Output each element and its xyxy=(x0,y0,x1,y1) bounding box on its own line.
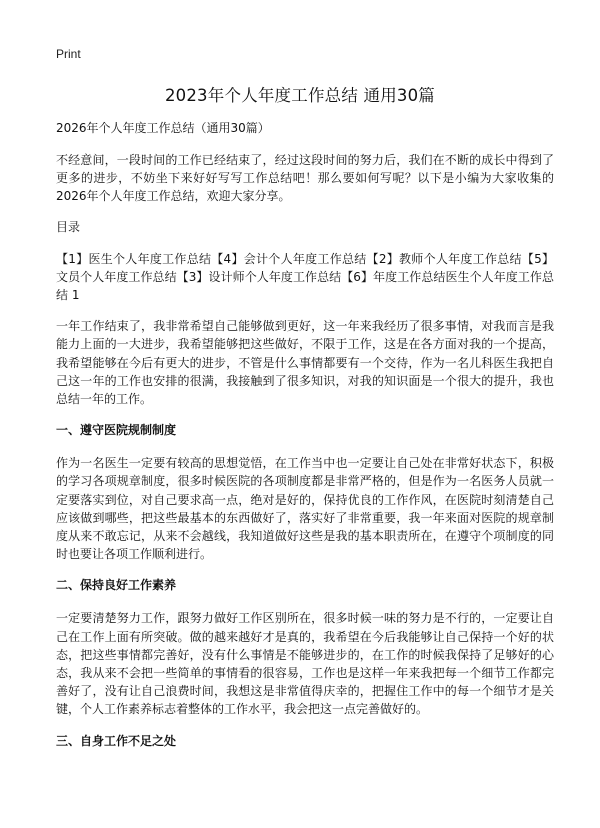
body-paragraph-3: 一定要清楚努力工作，跟努力做好工作区别所在，很多时候一味的努力是不行的，一定要让自己在工作上面有所突破。做的越来越好才是真的，我希望在今后我能够让自己保持一个好的状态，把这些事情都完善好，没有什么事情是不能够进步的，在工作的时候我保持了足够好的心态，我从来不会把一些简单的事情看的很容易，工作也是这样一年来我把每一个细节工作都完善好了，没有让自己浪费时间，我想这是非常值得庆幸的，把握住工作中的每一个细节才是关键，个人工作素养标志着整体的工作水平，我会把这一点完善做好的。 xyxy=(56,611,554,717)
toc-label: 目录 xyxy=(56,219,81,234)
print-label: Print xyxy=(56,47,81,61)
body-paragraph-1: 一年工作结束了，我非常希望自己能够做到更好，这一年来我经历了很多事情，对我而言是我能力上面的一大进步，我希望能够把这些做好，不限于工作，这是在各方面对我的一个提高，我希望能够在今后有更大的进步，不管是什么事情都要有一个交待，作为一名儿科医生我把自己这一年的工作也安排的很满，我接触到了很多知识，对我的知识面是一个很大的提升，我也总结一年的工作。 xyxy=(56,319,554,407)
intro-paragraph: 不经意间，一段时间的工作已经结束了，经过这段时间的努力后，我们在不断的成长中得到了更多的进步，不妨坐下来好好写写工作总结吧！那么要如何写呢？以下是小编为大家收集的2026年个人年度工作总结，欢迎大家分享。 xyxy=(56,153,554,204)
section-heading-2: 二、保持良好工作素养 xyxy=(56,578,177,593)
body-paragraph-2: 作为一名医生一定要有较高的思想觉悟，在工作当中也一定要让自己处在非常好状态下，积极的学习各项规章制度，很多时候医院的各项制度都是非常严格的，但是作为一名医务人员就一定要落实到位，对自己要求高一点，绝对是好的，保持优良的工作作风，在医院时刻清楚自己应该做到哪些，把这些最基本的东西做好了，落实好了非常重要，我一年来面对医院的规章制度从来不敢忘记，从来不会越线，我知道做好这些是我的基本职责所在，在遵守个项制度的同时也要让各项工作顺利进行。 xyxy=(56,456,554,562)
document-subtitle: 2026年个人年度工作总结（通用30篇） xyxy=(56,121,270,135)
section-heading-1: 一、遵守医院规制制度 xyxy=(56,423,177,438)
document-title: 2023年个人年度工作总结 通用30篇 xyxy=(164,86,436,105)
section-heading-3: 三、自身工作不足之处 xyxy=(56,733,177,748)
document-body xyxy=(56,120,554,765)
toc-entries: 【1】医生个人年度工作总结【4】会计个人年度工作总结【2】教师个人年度工作总结【5】文员个人年度工作总结【3】设计师个人年度工作总结【6】年度工作总结医生个人年度工作总结 1 xyxy=(56,251,554,303)
